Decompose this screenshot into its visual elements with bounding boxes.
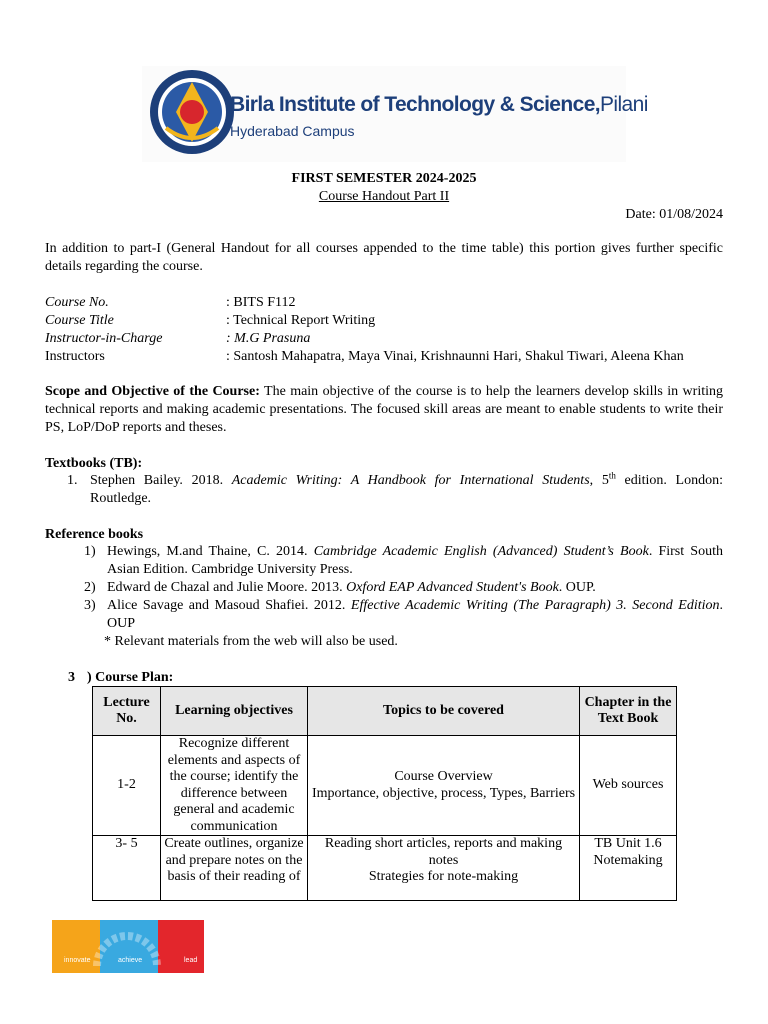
textbook-number: 1. [67,473,78,488]
reference-number: 1) [84,544,96,559]
reference-citation: Alice Savage and Masoud Shafiei. 2012. Effective Academic Writing (The Paragraph) 3. Second Edition. OUP [107,598,723,631]
instructors-label: Instructors [45,349,105,364]
reference-number: 3) [84,598,96,613]
reference-title: Effective Academic Writing (The Paragraph) 3. Second Edition [350,598,720,613]
footer-logo [52,920,204,973]
topics-cell [308,836,580,901]
reference-number: 2) [84,580,96,595]
course-title-row [45,312,745,330]
column-header: Chapter in the Text Book [580,687,677,736]
intro-paragraph: In addition to part-I (General Handout for all courses appended to the time table) this portion gives further specific details regarding the course. [45,241,723,274]
footer-segment-achieve: achieve [100,920,158,973]
course-plan-heading: 3 ) Course Plan: [68,670,174,685]
course-number-value: : BITS F112 [226,295,296,310]
reference-citation: Hewings, M.and Thaine, C. 2014. Cambridge Academic English (Advanced) Student’s Book. First South Asian Edition. Cambridge University Press. [107,544,723,577]
objectives-cell: Recognize different elements and aspects of the course; identify the difference between general and academic communication [161,736,308,836]
textbook-citation: Stephen Bailey. 2018. Academic Writing: A Handbook for International Students, 5th edition. London: Routledge. [90,470,724,506]
web-materials-note: * Relevant materials from the web will also be used. [104,634,398,649]
footer-segment-lead: lead [158,920,204,973]
course-number-label: Course No. [45,295,109,310]
institute-place: Pilani [600,93,648,116]
topic-detail: Importance, objective, process, Types, Barriers [311,785,576,801]
instructors-value: : Santosh Mahapatra, Maya Vinai, Krishnaunni Hari, Shakul Tiwari, Aleena Khan [226,349,684,364]
instructor-in-charge-label: Instructor-in-Charge [45,331,163,346]
column-header: Lecture No. [93,687,161,736]
textbook-title: Academic Writing: A Handbook for International Students [231,473,590,488]
chapter-cell: TB Unit 1.6 Notemaking [580,836,677,901]
course-title-value: : Technical Report Writing [226,313,376,328]
textbooks-heading: Textbooks (TB): [45,456,143,471]
topic-title: Course Overview [394,769,493,784]
table-header-row [93,687,677,736]
table-row [93,836,677,901]
campus-name: Hyderabad Campus [230,123,355,139]
objectives-cell: Create outlines, organize and prepare notes on the basis of their reading of [161,836,308,901]
lecture-cell: 3- 5 [93,836,161,901]
topics-cell [308,736,580,836]
reference-title: Oxford EAP Advanced Student's Book [346,580,559,595]
topic-title: Reading short articles, reports and making notes [324,836,563,868]
column-header: Learning objectives [161,687,308,736]
course-number-row [45,294,745,312]
scope-text: The main objective of the course is to help the learners develop skills in writing technical reports and making academic presentations. The focused skill areas are meant to enable students to write their PS, LoP/DoP reports and theses. [45,384,723,435]
institute-name: Birla Institute of Technology & Science,Pilani [230,93,648,116]
institute-seal-logo [148,68,236,156]
footer-segment-innovate: innovate [52,920,100,973]
institute-banner [142,66,648,162]
course-title-label: Course Title [45,313,114,328]
instructor-in-charge-value: : M.G Prasuna [226,331,311,346]
handout-title: Course Handout Part II [318,189,450,204]
course-plan-number: 3 [68,670,75,685]
table-row [93,736,677,836]
instructors-row [45,348,745,366]
scope-paragraph [45,383,723,437]
handout-date: Date: 01/08/2024 [625,207,723,222]
course-plan-table [92,686,677,901]
column-header: Topics to be covered [308,687,580,736]
reference-books-heading: Reference books [45,527,144,542]
chapter-cell: Web sources [580,736,677,836]
semester-title: FIRST SEMESTER 2024-2025 [291,171,477,186]
lecture-cell: 1-2 [93,736,161,836]
reference-citation: Edward de Chazal and Julie Moore. 2013. Oxford EAP Advanced Student's Book. OUP. [107,580,596,595]
instructor-in-charge-row [45,330,745,348]
reference-title: Cambridge Academic English (Advanced) Student’s Book [313,544,649,559]
topic-detail: Strategies for note-making [368,869,519,884]
scope-heading: Scope and Objective of the Course: [45,384,260,399]
gear-icon [92,926,162,966]
